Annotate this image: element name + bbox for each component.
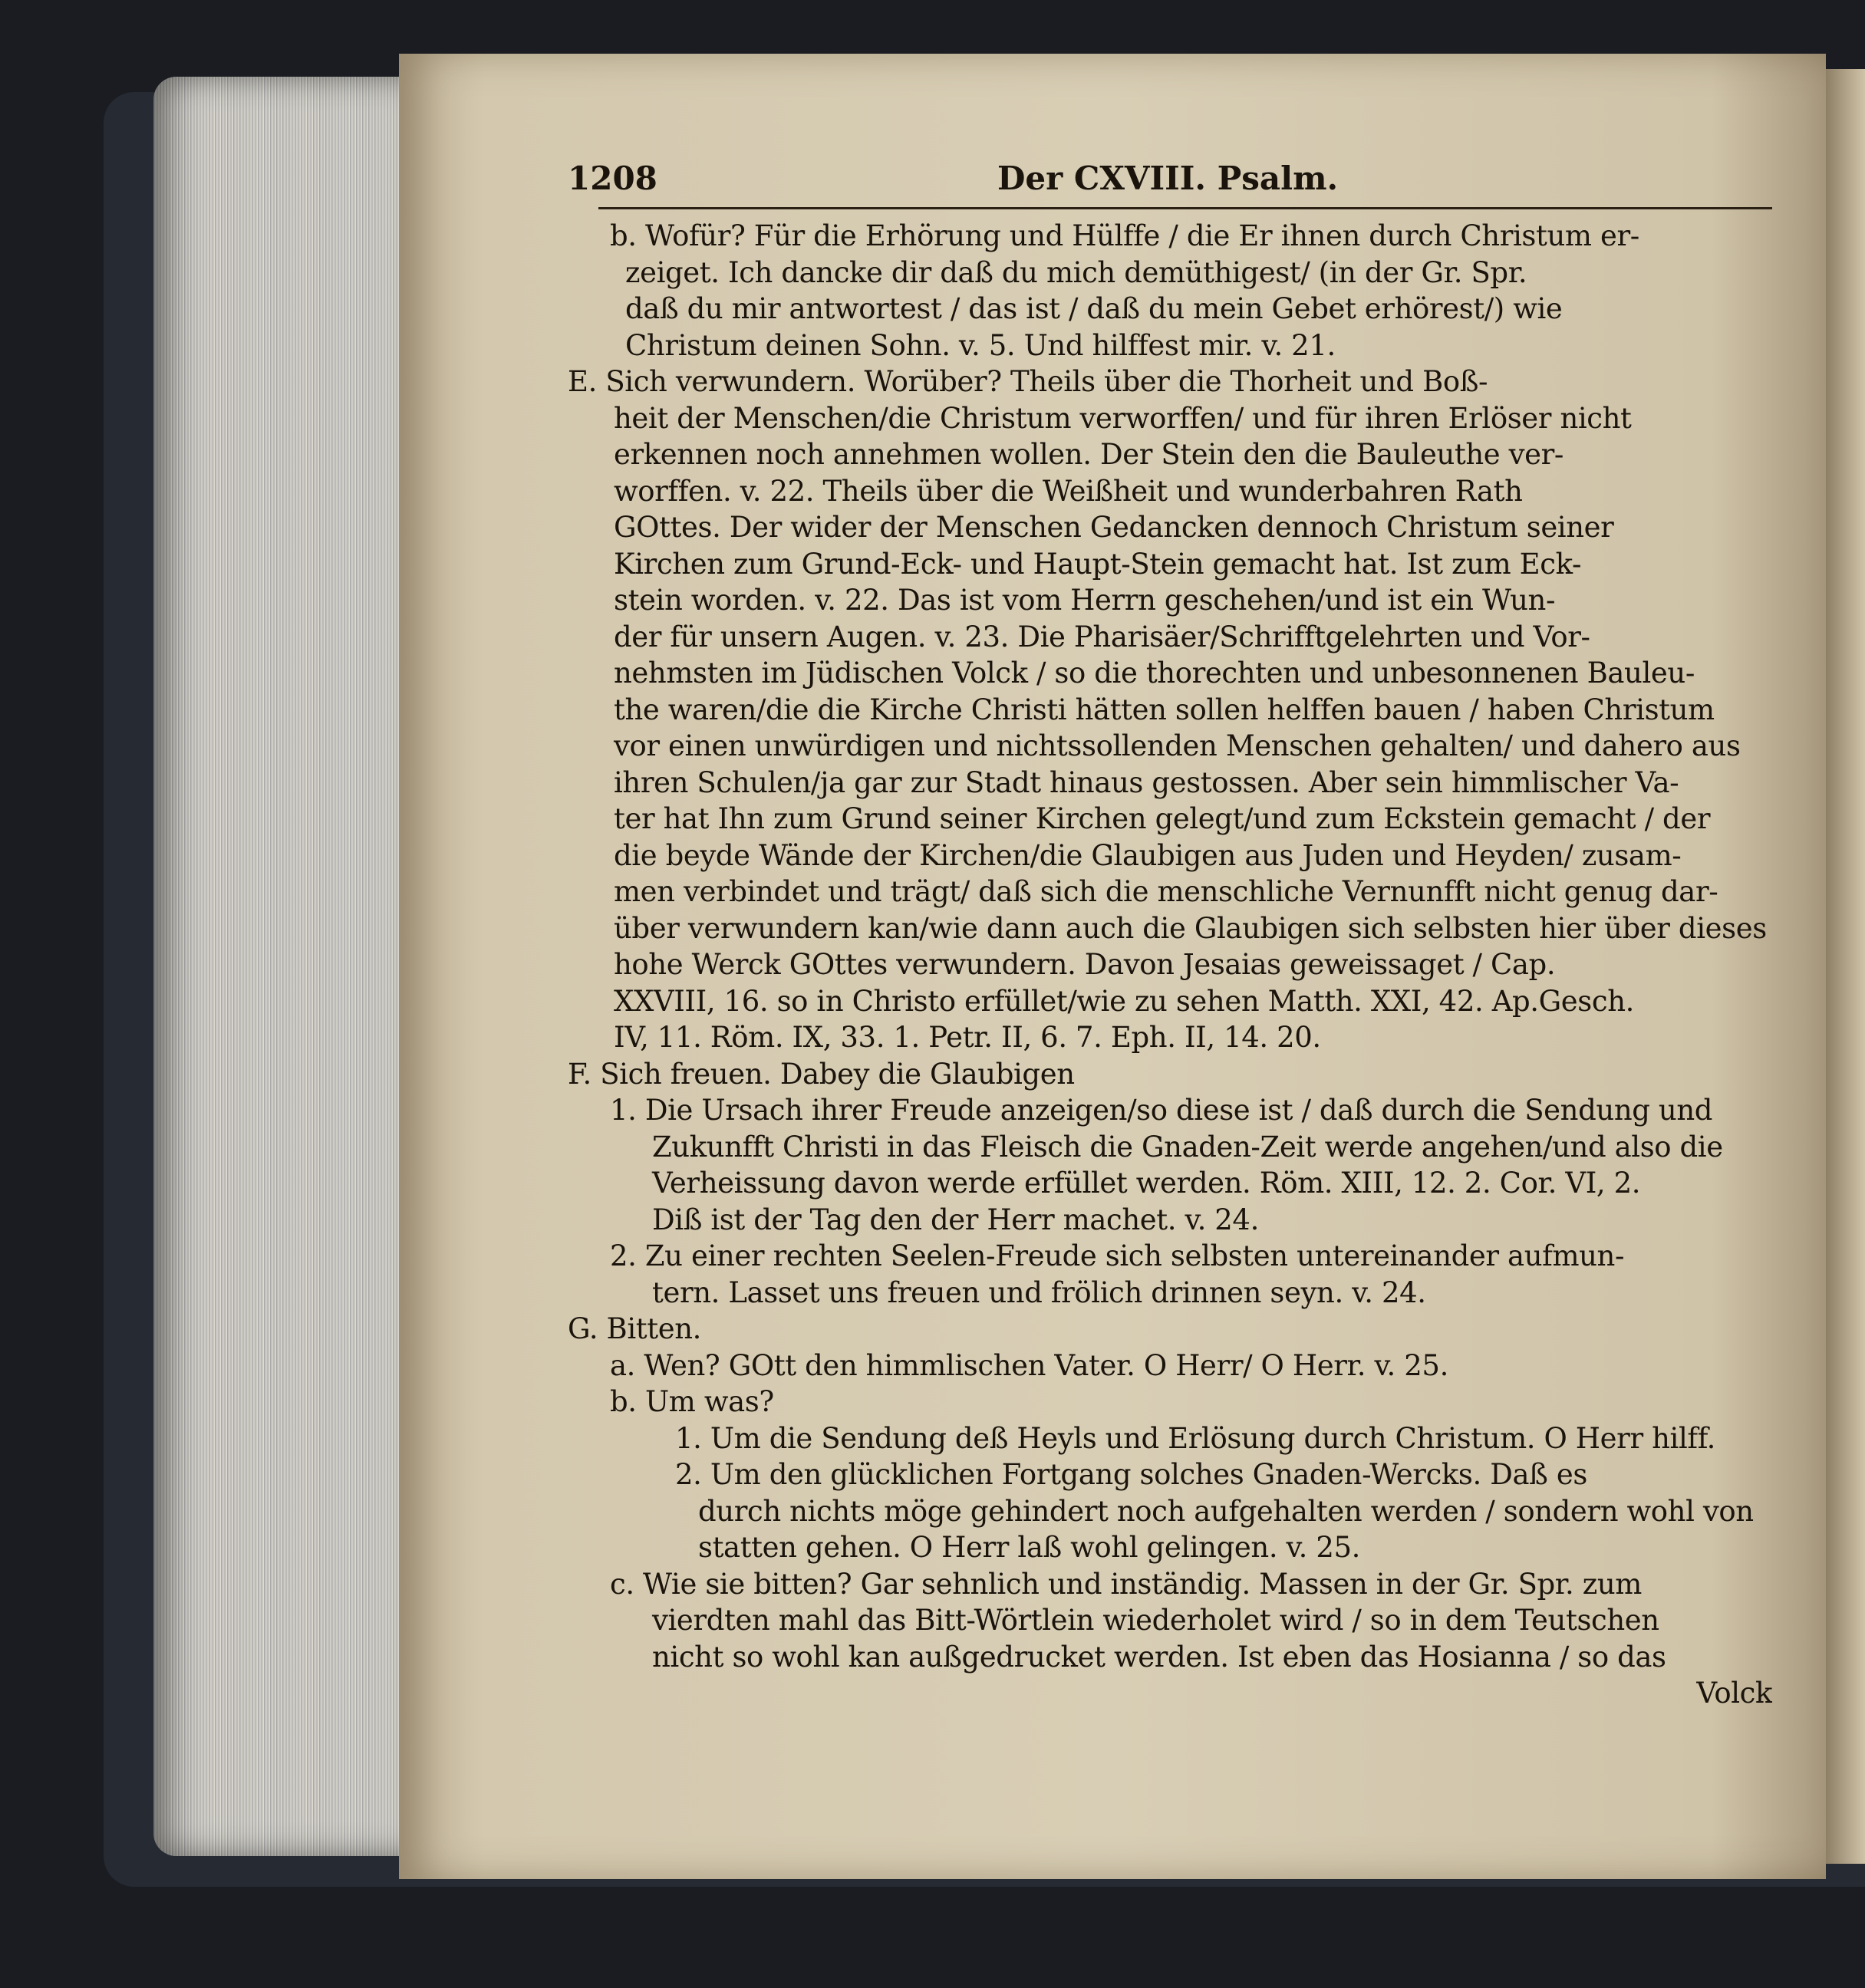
- text-line: tern. Lasset uns freuen und frölich drinnen seyn. v. 24.: [652, 1275, 1426, 1309]
- text-line: 2. Zu einer rechten Seelen-Freude sich selbsten untereinander aufmun-: [610, 1239, 1625, 1272]
- text-line: F. Sich freuen. Dabey die Glaubigen: [568, 1057, 1075, 1091]
- text-line: nehmsten im Jüdischen Volck / so die thorechten und unbesonnenen Bauleu-: [614, 657, 1695, 690]
- text-line: XXVIII, 16. so in Christo erfüllet/wie zu sehen Matth. XXI, 42. Ap.Gesch.: [614, 984, 1635, 1018]
- text-line: men verbindet und trägt/ daß sich die menschliche Vernunfft nicht genug dar-: [614, 875, 1718, 908]
- text-line: 2. Um den glücklichen Fortgang solches Gnaden-Wercks. Daß es: [675, 1458, 1587, 1491]
- text-line: Kirchen zum Grund-Eck- und Haupt-Stein gemacht hat. Ist zum Eck-: [614, 547, 1582, 581]
- header-rule: [598, 207, 1772, 209]
- text-line: ter hat Ihn zum Grund seiner Kirchen gelegt/und zum Eckstein gemacht / der: [614, 802, 1711, 835]
- text-line: b. Wofür? Für die Erhörung und Hülffe / die Er ihnen durch Christum er-: [610, 219, 1639, 252]
- text-line: the waren/die die Kirche Christi hätten sollen helffen bauen / haben Christum: [614, 693, 1715, 726]
- text-line: Christum deinen Sohn. v. 5. Und hilffest mir. v. 21.: [625, 328, 1336, 362]
- text-line: vierdten mahl das Bitt-Wörtlein wiederholet wird / so in dem Teutschen: [652, 1604, 1659, 1637]
- text-body: [568, 218, 1772, 1712]
- facing-page-edge: [1826, 69, 1865, 1864]
- text-line: ihren Schulen/ja gar zur Stadt hinaus gestossen. Aber sein himmlischer Va-: [614, 765, 1679, 799]
- page-content: [568, 153, 1772, 1795]
- text-line: 1. Die Ursach ihrer Freude anzeigen/so diese ist / daß durch die Sendung und: [610, 1094, 1713, 1127]
- text-line: stein worden. v. 22. Das ist vom Herrn geschehen/und ist ein Wun-: [614, 584, 1556, 617]
- text-line: hohe Werck GOttes verwundern. Davon Jesaias geweissaget / Cap.: [614, 948, 1556, 981]
- text-line: heit der Menschen/die Christum verworffen/ und für ihren Erlöser nicht: [614, 401, 1632, 435]
- text-line: die beyde Wände der Kirchen/die Glaubigen aus Juden und Heyden/ zusam-: [614, 838, 1682, 872]
- text-line: b. Um was?: [610, 1385, 774, 1418]
- text-line: c. Wie sie bitten? Gar sehnlich und inständig. Massen in der Gr. Spr. zum: [610, 1567, 1642, 1601]
- text-line: durch nichts möge gehindert noch aufgehalten werden / sondern wohl von: [698, 1494, 1754, 1528]
- text-line: GOttes. Der wider der Menschen Gedancken dennoch Christum seiner: [614, 511, 1614, 544]
- text-line: G. Bitten.: [568, 1312, 702, 1345]
- text-line: statten gehen. O Herr laß wohl gelingen. v. 25.: [698, 1531, 1361, 1564]
- page-edges: [153, 77, 407, 1856]
- text-line: vor einen unwürdigen und nichtssollenden Menschen gehalten/ und dahero aus: [614, 729, 1741, 762]
- text-line: über verwundern kan/wie dann auch die Glaubigen sich selbsten hier über dieses: [614, 911, 1767, 945]
- text-line: Diß ist der Tag den der Herr machet. v. 24.: [652, 1203, 1259, 1236]
- page-number: 1208: [568, 160, 657, 197]
- text-line: E. Sich verwundern. Worüber? Theils über die Thorheit und Boß-: [568, 365, 1488, 398]
- text-line: Verheissung davon werde erfüllet werden. Röm. XIII, 12. 2. Cor. VI, 2.: [652, 1167, 1641, 1200]
- text-line: IV, 11. Röm. IX, 33. 1. Petr. II, 6. 7. Eph. II, 14. 20.: [614, 1021, 1321, 1054]
- text-line: erkennen noch annehmen wollen. Der Stein den die Bauleuthe ver-: [614, 438, 1564, 471]
- text-line: zeiget. Ich dancke dir daß du mich demüthigest/ (in der Gr. Spr.: [625, 255, 1527, 289]
- running-title: Der CXVIII. Psalm.: [997, 160, 1339, 197]
- catchword: Volck: [1696, 1677, 1772, 1710]
- text-line: 1. Um die Sendung deß Heyls und Erlösung durch Christum. O Herr hilff.: [675, 1421, 1716, 1455]
- text-line: daß du mir antwortest / das ist / daß du mein Gebet erhörest/) wie: [625, 292, 1563, 325]
- page-header: [568, 153, 1772, 209]
- text-line: worffen. v. 22. Theils über die Weißheit und wunderbahren Rath: [614, 474, 1523, 508]
- text-line: der für unsern Augen. v. 23. Die Pharisäer/Schrifftgelehrten und Vor-: [614, 620, 1590, 653]
- text-line: Zukunfft Christi in das Fleisch die Gnaden-Zeit werde angehen/und also die: [652, 1130, 1723, 1164]
- text-line: a. Wen? GOtt den himmlischen Vater. O Herr/ O Herr. v. 25.: [610, 1348, 1448, 1382]
- text-line: nicht so wohl kan außgedrucket werden. Ist eben das Hosianna / so das: [652, 1640, 1666, 1674]
